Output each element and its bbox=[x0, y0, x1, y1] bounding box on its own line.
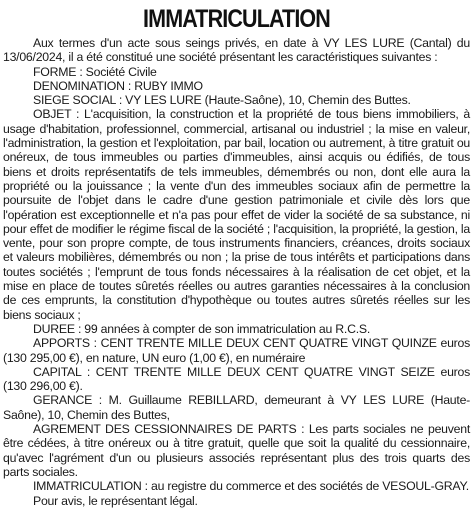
notice-title: IMMATRICULATION bbox=[143, 5, 330, 33]
notice-paragraph: DENOMINATION : RUBY IMMO bbox=[33, 78, 203, 93]
notice-paragraph: SIEGE SOCIAL : VY LES LURE (Haute-Saône), 10, Chemin des Buttes. bbox=[33, 93, 411, 108]
notice-paragraph: Pour avis, le représentant légal. bbox=[33, 493, 198, 508]
notice-body bbox=[3, 36, 470, 508]
notice-paragraph: IMMATRICULATION : au registre du commerce et des sociétés de VESOUL-GRAY. bbox=[33, 479, 469, 494]
notice-paragraph: FORME : Société Civile bbox=[33, 64, 157, 79]
notice-paragraph: APPORTS : CENT TRENTE MILLE DEUX CENT QUATRE VINGT QUINZE euros (130 295,00 €), en nature, UN euro (1,00 €), en numéraire bbox=[3, 336, 470, 365]
notice-paragraph: OBJET : L'acquisition, la construction et la propriété de tous biens immobiliers, à usage d'habitation, professionnel, commercial, artisanal ou industriel ; la mise en valeur, l'administration, la gestion et l'exploitation, par bail, location ou autrement, à titre gratuit ou onéreux, de tous immeubles ou parties d'immeubles, ainsi acquis ou édifiés, de tous biens et droits représentatifs de tels immeubles, démembrés ou non, dont elle aura la propriété ou la jouissance ; la vente d'un des immeubles sociaux afin de permettre la poursuite de l'objet dans le cadre d'une gestion patrimoniale et civile dès lors que l'opération est exceptionnelle et n'a pas pour effet de vider la société de sa substance, ni pour effet de modifier le régime fiscal de la société ; l'acquisition, la propriété, la gestion, la vente, pour son propre compte, de tous instruments financiers, créances, droits sociaux et valeurs mobilières, démembrés ou non ; la prise de tous intérêts et participations dans toutes sociétés ; l'emprunt de tous fonds nécessaires à la réalisation de cet objet, et la mise en place de toutes sûretés réelles ou autres garanties nécessaires à la conclusion de ces emprunts, la constitution d'hypothèque ou toutes autres sûretés réelles sur les biens sociaux ; bbox=[3, 107, 470, 322]
notice-paragraph: Aux termes d'un acte sous seings privés, en date à VY LES LURE (Cantal) du 13/06/2024, il a été constitué une société présentant les caractéristiques suivantes : bbox=[3, 36, 470, 65]
notice-paragraph: AGREMENT DES CESSIONNAIRES DE PARTS : Les parts sociales ne peuvent être cédées, à titre onéreux ou à titre gratuit, quelle que soit la qualité du cessionnaire, qu'avec l'agrément d'un ou plusieurs associés représentant plus des trois quarts des parts sociales. bbox=[3, 422, 470, 479]
notice-paragraph: GERANCE : M. Guillaume REBILLARD, demeurant à VY LES LURE (Haute-Saône), 10, Chemin des Buttes, bbox=[3, 393, 470, 422]
notice-paragraph: DUREE : 99 années à compter de son immatriculation au R.C.S. bbox=[33, 321, 370, 336]
notice-paragraph: CAPITAL : CENT TRENTE MILLE DEUX CENT QUATRE VINGT SEIZE euros (130 296,00 €). bbox=[3, 364, 470, 394]
